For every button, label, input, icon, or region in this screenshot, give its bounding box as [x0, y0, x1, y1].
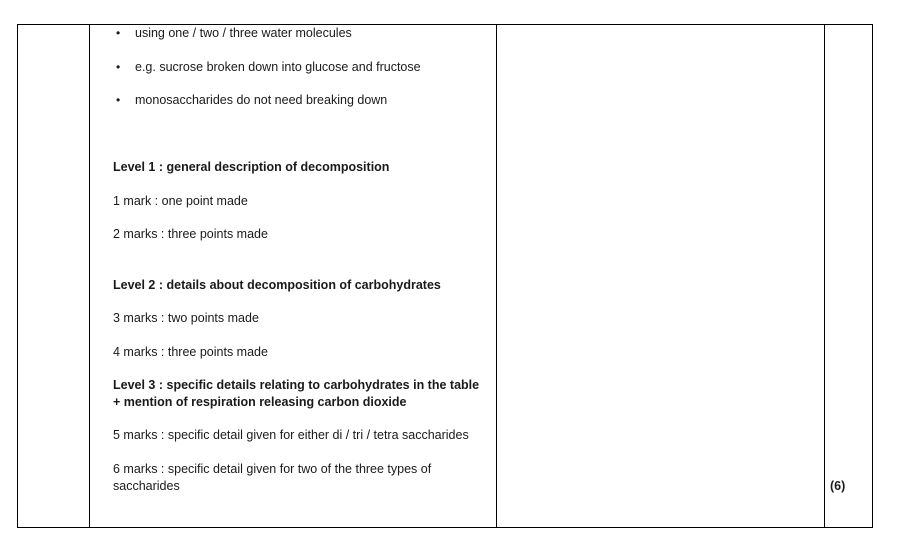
bullet-text: monosaccharides do not need breaking down: [135, 93, 388, 107]
bullet-icon: •: [116, 60, 121, 74]
column-divider-2: [496, 24, 497, 528]
level-1-line: 2 marks : three points made: [113, 227, 268, 241]
level-2-line: 4 marks : three points made: [113, 345, 268, 359]
bullet-text: e.g. sucrose broken down into glucose and fructose: [135, 60, 421, 74]
level-3-heading-continued: + mention of respiration releasing carbon dioxide: [113, 395, 407, 409]
bullet-icon: •: [116, 93, 121, 107]
level-3-heading: Level 3 : specific details relating to carbohydrates in the table: [113, 378, 480, 392]
bullet-text: using one / two / three water molecules: [135, 26, 352, 40]
total-marks: (6): [830, 479, 846, 493]
level-1-heading: Level 1 : general description of decomposition: [113, 160, 390, 174]
column-divider-1: [89, 24, 90, 528]
level-1-line: 1 mark : one point made: [113, 194, 248, 208]
column-divider-3: [824, 24, 825, 528]
level-3-line-continued: saccharides: [113, 479, 180, 493]
bullet-icon: •: [116, 26, 121, 40]
level-3-line: 6 marks : specific detail given for two of the three types of: [113, 462, 432, 476]
level-2-heading: Level 2 : details about decomposition of carbohydrates: [113, 278, 441, 292]
level-3-line: 5 marks : specific detail given for either di / tri / tetra saccharides: [113, 428, 469, 442]
level-2-line: 3 marks : two points made: [113, 311, 259, 325]
